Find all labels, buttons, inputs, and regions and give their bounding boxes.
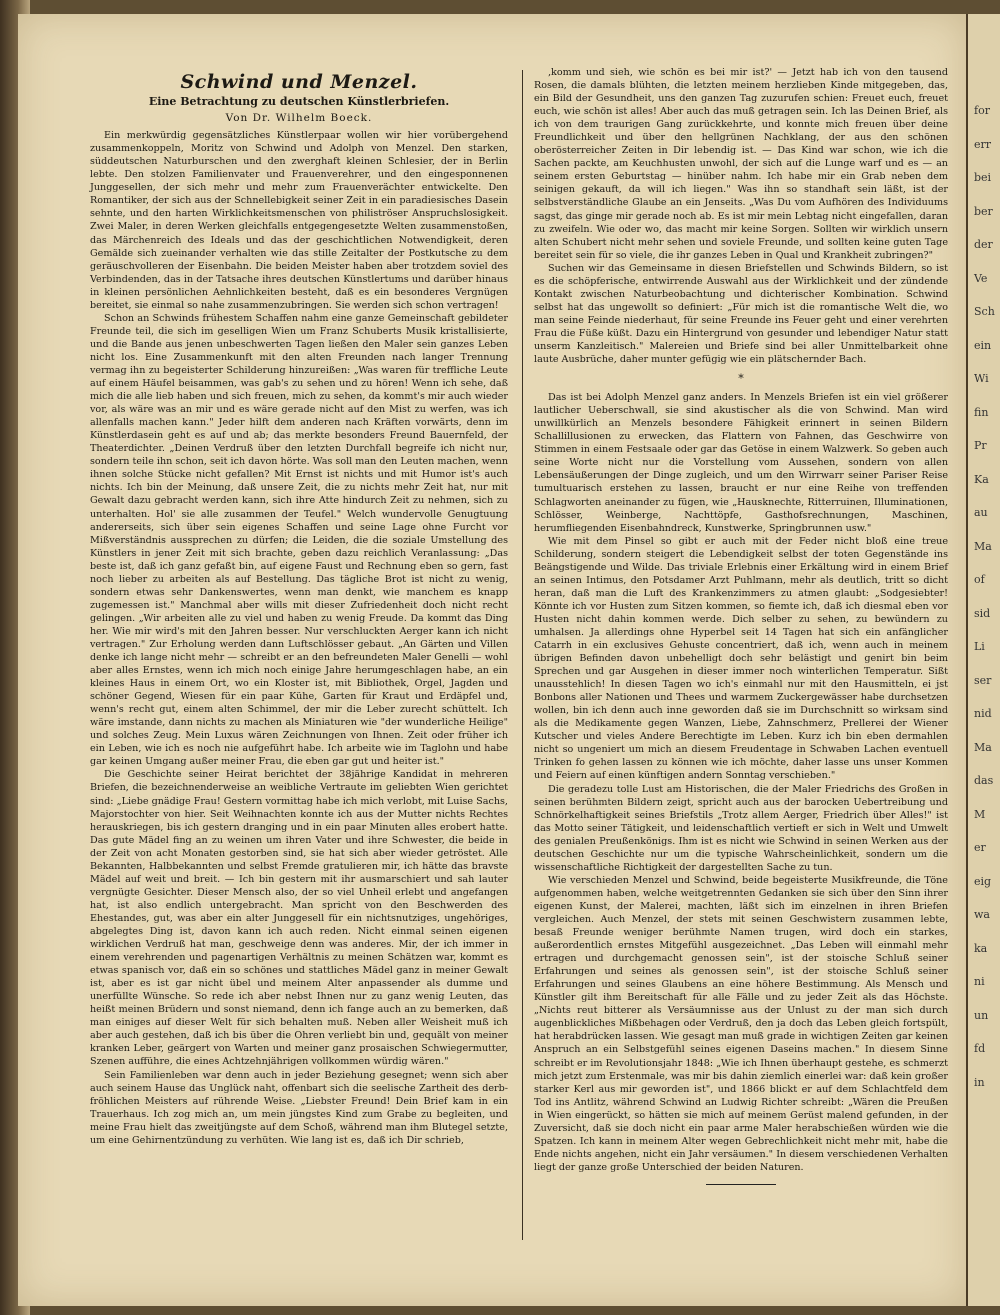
article-subtitle: Eine Betrachtung zu deutschen Künstlerbriefen.	[148, 95, 450, 109]
adjacent-page-text-fragment: ser	[974, 673, 992, 687]
paragraph: Wie verschieden Menzel und Schwind, beide begeisterte Musikfreunde, die Töne aufgenommen haben, welche weitgetrennten Gedanken sie sich über den Sinn ihrer eigenen Kunst, der Malerei, machten, läßt sich im einzelnen in ihren Briefen vergleichen. Auch Menzel, der stets mit seinen Geschwistern zusammen lebte, besaß Freunde weniger berühmte Namen trugen, wird doch ein starkes, außerordentlich ernstes Mitgefühl ausgezeichnet. „Das Leben will einmahl mehr ertragen und durchgemacht genossen sein", ist der stoische Schluß seiner Erfahrungen und seines als genossen sein", ist der stoische Schluß seiner Erfahrungen und seines Glaubens an eine höhere Bestimmung. Als Mensch und Künstler gilt ihm Bereitschaft für alle Fälle und zu jeder Zeit als das Höchste. „Nichts reut bitterer als Versäumnisse aus der Unlust zu der man sich durch augenblickliches Mißbehagen oder Verdruß, den ja doch das Leben gleich fortspült, hat herabdrücken lassen. Wie gesagt man muß grade in wichtigen Zeiten gar keinen Anspruch an ein Selbstgefühl seines eigenen Daseins machen." In diesem Sinne schreibt er im Revolutionsjahr 1848: „Wie ich Ihnen überhaupt gestehe, es schmerzt mich jetzt zum Erstenmale, was mir bis dahin ziemlich einerlei war: daß kein großer starker Kerl aus mir geworden ist", und 1866 blickt er auf dem Schlachtfeld dem Tod ins Antlitz, während Schwind an Ludwig Richter schreibt: „Wären die Preußen in Wien eingerückt, so hätten sie mich auf meinem Gerüst malend gefunden, in der Zuversicht, daß sie doch nicht ein paar arme Maler herabschießen würden wie die Spatzen. Ich kann in meinem Alter wegen Gebrechlichkeit nicht mehr mit, habe die Ende nichts angehen, nicht ein Jahr versäumen." In diesem verschiedenen Verhalten liegt der ganze große Unterschied der beiden Naturen.	[534, 874, 948, 1173]
adjacent-page-text-fragment: bei	[974, 171, 992, 184]
paragraph: Das ist bei Adolph Menzel ganz anders. In Menzels Briefen ist ein viel größerer lautlicher Ueberschwall, sie sind akustischer als die von Schwind. Man wird unwillkürlich an Menzels besondere Fähigkeit erinnert in seinen Bildern Schallillusionen zu erwecken, das Flattern von Fahnen, das Geschwirre von Stimmen in einem Festsaale oder gar das Getöse in einem Walzwerk. So geben auch seine Worte nicht nur die Vorstellung vom Aussehen, sondern von allen Lebensäußerungen der Dinge zugleich, und um den Wirrwarr seiner Pariser Reise tumultuarisch erstehen zu lassen, braucht er nur eine Reihe von treffenden Schlagworten aneinander zu fügen, wie „Hausknechte, Ritterruinen, Illuminationen, Schlösser, Weinberge, Nachttöpfe, Gasthofsrechnungen, Maschinen, herumfliegenden Eisenbahndreck, Kunstwerke, Springbrunnen usw."	[534, 392, 948, 534]
adjacent-page-text-fragment: in	[974, 1075, 985, 1089]
paragraph: ‚komm und sieh, wie schön es bei mir ist?' — Jetzt hab ich von den tausend Rosen, die damals blühten, die letzten meinem herzlieben Kinde mitgegeben, das, ein Bild der Gesundheit, uns den ganzen Tag zuzurufen schien: Freuet euch, freuet euch, wie schön ist alles! Aber auch das muß getragen sein. Ich las Deinen Brief, als ich von dem traurigen Gang zurückkehrte, und konnte mich freuen über deine Freundlichkeit und über den hellgrünen Nachklang, der aus den schönen oberösterreicher Zeiten in Dir lebendig ist. — Das Kind war schon, wie ich die Sachen packte, am Keuchhusten unwohl, der sich auf die Lunge warf und es — an seinem ersten Geburtstag — hinüber nahm. Ich habe mir ein Grab neben dem seinigen gekauft, da will ich liegen." Was ihn so standhaft sein läßt, ist der selbstverständliche Glaube an ein Jenseits. „Was Du vom Aufhören des Individuums sagst, das ginge mir gerade noch ab. Es ist mir mein Lebtag nicht eingefallen, daran zu zweifeln. Wie oder wo, das macht mir keine Sorgen. Sollten wir wirklich unsern alten Schubert nicht mehr sehen und soviele Freunde, und sollten keine guten Tage bereitet sein für so viele, die ihr ganzes Leben in Qual und Krankheit zubringen?"	[534, 67, 948, 261]
paragraph: Suchen wir das Gemeinsame in diesen Briefstellen und Schwinds Bildern, so ist es die schöpferische, entwirrende Auswahl aus der Wirklichkeit und der zündende Kontakt zwischen Naturbeobachtung und dichterischer Kombination. Schwind selbst hat das ungewollt so definiert: „Für mich ist die romantische Welt die, wo man seine Feinde niederhaut, für seine Freunde ins Feuer geht und einer verehrten Frau die Füße küßt. Dazu ein Hintergrund von gesunder und lebendiger Natur statt unserm Kanzleitisch." Malereien und Briefe sind bei aller Unmittelbarkeit ohne laute Ausbrüche, daher munter gefügig wie ein plätschernder Bach.	[534, 262, 948, 366]
right-column	[534, 66, 948, 1185]
article-author: Von Dr. Wilhelm Boeck.	[225, 112, 373, 125]
adjacent-page-text-fragment: ni	[974, 975, 985, 988]
adjacent-page-text-fragment: for	[974, 104, 990, 117]
adjacent-page-text-fragment: Ma	[974, 740, 992, 754]
adjacent-page-text-fragment: M	[974, 807, 986, 821]
paragraph: Wie mit dem Pinsel so gibt er auch mit der Feder nicht bloß eine treue Schilderung, sondern steigert die Lebendigkeit selbst der toten Gegenstände ins Beängstigende und Wilde. Das triviale Erlebnis einer Erkältung wird in einem Brief an seinen Intimus, den Potsdamer Arzt Puhlmann, mehr als deutlich, tritt so dicht heran, daß man die Luft des Krankenzimmers zu atmen glaubt: „Sodgesiebter! Könnte ich vor Husten zum Sitzen kommen, so fiemte ich, daß ich diesmal eben vor Husten nicht dahin kommen werde. Dich selber zu sehen, zu bewündern zu umhalsen. Ja allerdings ohne Hyperbel seit 14 Tagen hat sich ein anfänglicher Catarrh in ein exclusives Gehuste concentriert, daß ich, wenn auch in meinem übrigen Befinden davon unbehelligt doch sehr belästigt und genirt bin beim Sprechen und gar Ausgehen in dieser immer noch winterlichen Temperatur. Sißt unausstehlich! In diesen Tagen wo ich's einmahl nur mit den Hausmitteln, ei jst Bonbons aller Nationen und Thees und warmem Zuckergewässer habe durchsetzen wollen, bin ich denn auch inne geworden daß sie im Durchschnitt so wirksam sind als die Medikamente gegen Wanzen, Liebe, Zahnschmerz, Prellerei der Wiener Kutscher und vieles Andere Berechtigte im Leben. Kurz ich bin eben dermahlen nicht so ungeniert um mich an diesem Freudentage in Schwaben Lachen eventuell Trinken fo gehen lassen zu können wie ich möchte, daher lasse uns unser Kommen und Feiern auf einen künftigen andern Sonntag verschieben."	[534, 535, 948, 782]
adjacent-page-text-fragment: nid	[974, 707, 992, 720]
adjacent-page-text-fragment: sid	[974, 606, 991, 620]
adjacent-page-text-fragment: Pr	[974, 439, 987, 452]
adjacent-page-text-fragment: Ve	[974, 271, 988, 285]
adjacent-page-text-fragment: ber	[974, 204, 993, 218]
adjacent-page-text-fragment: das	[974, 774, 994, 787]
adjacent-page-text-fragment: ka	[974, 941, 988, 955]
adjacent-page-text-fragment: wa	[974, 908, 990, 921]
article-end-rule	[706, 1184, 776, 1185]
adjacent-page-text-fragment: er	[974, 841, 986, 854]
adjacent-page-text-fragment: Sch	[974, 305, 995, 318]
adjacent-page-text-fragment: Li	[974, 640, 985, 653]
paragraph: Die Geschichte seiner Heirat berichtet der 38jährige Kandidat in mehreren Briefen, die bezeichnenderweise an weibliche Vertraute im geliebten Wien gerichtet sind: „Liebe gnädige Frau! Gestern vormittag habe ich mich verlobt, mit Luise Sachs, Majorstochter von hier. Seit Weihnachten konnte ich aus der Mutter nichts Rechtes herauskriegen, bis ich gestern dranging und in ein paar Minuten alles erobert hatte. Das gute Mädel fing an zu weinen um ihren Vater und ihre Schwester, die beide in der Zeit von acht Monaten gestorben sind, sie hat sich aber wieder getröstet. Alle Bekannten, Halbbekannten und selbst Fremde gratulieren mir, ich hätte das bravste Mädel auf weit und breit. — Ich bin gestern mit ihr ausmarschiert und sah lauter vergnügte Gesichter. Dieser Mensch also, der so viel Unheil erlebt und angefangen hat, ist also endlich untergebracht. Man spricht von den Beschwerden des Ehestandes, gut, was aber ein alter Junggesell für ein nichtsnutziges, ungehöriges, abgelegtes Ding ist, davon kann ich auch reden. Nicht einmal seinen eigenen wirklichen Verdruß hat man, geschweige denn was anderes. Mir, der ich immer in einem verehrenden und pagenartigen Verhältnis zu meinen Schätzen war, kommt es etwas spanisch vor, daß ein so schönes und stattliches Mädel ganz in meiner Gewalt ist, aber es ist gar nicht übel und meinem Alter anpassender als dumme und unerfüllte Wünsche. So rede ich aber nebst Ihnen nur zu ganz wenig Leuten, das heißt meinen Brüdern und sonst niemand, denn ich fange auch an zu bemerken, daß man einiges auf dieser Welt für sich behalten muß. Neben aller Weisheit muß ich aber auch gestehen, daß ich bis über die Ohren verliebt bin und, gequält von meiner kranken Leber, geärgert von Warten und meiner ganz prosaischen Schwiegermutter, Szenen aufführe, die eines Achtzehnjährigen vollkommen würdig wären."	[90, 769, 508, 1068]
adjacent-page-text-fragment: au	[974, 506, 988, 519]
section-divider: *	[738, 372, 744, 386]
adjacent-page-text-fragment: err	[974, 137, 992, 151]
adjacent-page-text-fragment: of	[974, 573, 985, 586]
adjacent-page-text-fragment: ein	[974, 338, 992, 352]
adjacent-page-edge	[966, 14, 1000, 1306]
paragraph: Sein Familienleben war denn auch in jeder Beziehung gesegnet; wenn sich aber auch seinem Hause das Unglück naht, offenbart sich die seelische Zartheit des derb-fröhlichen Meisters auf rührende Weise. „Liebster Freund! Dein Brief kam in ein Trauerhaus. Ich zog mich an, um mein jüngstes Kind zum Grabe zu begleiten, und meine Frau hielt das zweitjüngste auf dem Schoß, während man ihm Blutegel setzte, um eine Gehirnentzündung zu verhüten. Wie lang ist es, daß ich Dir schrieb,	[90, 1069, 508, 1146]
adjacent-page-text-fragment: fd	[974, 1042, 986, 1055]
left-column	[90, 58, 508, 1147]
paragraph: Ein merkwürdig gegensätzliches Künstlerpaar wollen wir hier vorübergehend zusammenkoppeln, Moritz von Schwind und Adolph von Menzel. Den starken, süddeutschen Naturburschen und den zwerghaft kleinen Schlesier, der in Berlin lebte. Den stolzen Familienvater und Frauenverehrer, und den eingesponnenen Junggesellen, der sich mehr und mehr zum Frauenverächter entwickelte. Den Romantiker, der sich aus der Schnellebigkeit seiner Zeit in ein paradiesisches Dasein sehnte, und den harten Wirklichkeitsmenschen von philiströser Anspruchslosigkeit. Zwei Maler, in deren Werken gleichfalls entgegengesetzte Welten zusammenstoßen, das Märchenreich des Ideals und das der geschichtlichen Notwendigkeit, deren Gemälde sich zueinander verhalten wie das stille Zeitalter der Postkutsche zu dem geräuschvolleren der Eisenbahn. Die beiden Meister haben aber trotzdem soviel des Verbindenden, das in der Tatsache ihres deutschen Künstlertums und darüber hinaus in kleinen persönlichen Aehnlichkeiten besteht, daß es ein besonderes Vergnügen bereitet, sie einmal so nahe zusammenzubringen. Sie werden sich schon vertragen!	[90, 130, 508, 311]
column-divider	[522, 70, 523, 1240]
paragraph: Die geradezu tolle Lust am Historischen, die der Maler Friedrichs des Großen in seinen berühmten Bildern zeigt, spricht auch aus der barocken Uebertreibung und Schnörkelhaftigkeit seines Briefstils „Trotz allem Aerger, Friedrich über Alles!" ist das Motto seiner Tätigkeit, und leidenschaftlich vertieft er sich in Welt und Umwelt des genialen Preußenkönigs. Ihm ist es nicht wie Schwind in seinen Werken aus der deutschen Geschichte nur um die typische Wahrscheinlichkeit, sondern um die wissenschaftliche Richtigkeit der dargestellten Sache zu tun.	[534, 783, 948, 873]
article-title: Schwind und Menzel.	[180, 71, 418, 93]
adjacent-page-text-fragment: un	[974, 1008, 989, 1022]
paragraph: Schon an Schwinds frühestem Schaffen nahm eine ganze Gemeinschaft gebildeter Freunde teil, die sich im geselligen Wien um Franz Schuberts Musik kristallisierte, und die Bande aus jenen unbeschwerten Tagen ließen den Maler sein ganzes Leben nicht los. Eine Zusammenkunft mit den alten Freunden nach langer Trennung vermag ihn zu begeisterter Schilderung hinzureißen: „Was waren für treffliche Leute auf einem Häufel beisammen, was gab's zu sehen und zu hören! Wenn ich sehe, daß mich die alle lieb haben und sich freuen, mich zu sehen, da kommt's mir auch wieder vor, als wäre was an mir und es wäre gerade nicht auf den Mist zu werfen, was ich allenfalls machen kann." Jeder hilft dem anderen nach Kräften vorwärts, denn im Künstlerdasein geht es auf und ab; das merkte besonders Freund Bauernfeld, der Theaterdichter. „Deinen Verdruß über den letzten Durchfall begreife ich nicht nur, sondern teile ihn schon, seit ich davon hörte. Was soll man den Leuten machen, wenn ihnen solche Stücke nicht gefallen? Mit Ernst ist nichts und mit Humor ist's auch nichts. Ich bin der Meinung, daß unsere Zeit, die zu nichts mehr Zeit hat, nur mit Gewalt dazu gebracht werden kann, sich ihre Atte hindurch Zeit zu nehmen, sich zu unterhalten. Hol' sie alle zusammen der Teufel." Welch wundervolle Genugtuung andererseits, sich über sein eigenes Schaffen und seine Lage ohne Furcht vor Mißverständnis aussprechen zu dürfen; die Leiden, die die soziale Umstellung des Künstlers in jener Zeit mit sich brachte, geben dazu reichlich Veranlassung: „Das beste ist, daß ich ganz gefaßt bin, auf eigene Faust und Rechnung eben so gern, fast noch lieber zu arbeiten als auf Bestellung. Das tägliche Brot ist nicht zu wenig, sondern etwas sehr Dankenswertes, wenn man denkt, wie manchem es knapp zugemessen ist." Manchmal aber wills mit dieser Zufriedenheit doch nicht recht gelingen. „Wir arbeiten alle zu viel und haben zu wenig Freude. Da kommt das Ding her. Wie mir wird's mit den Jahren besser. Nur verschluckten Aerger kann ich nicht vertragen." Zur Erholung werden dann Luftschlösser gebaut. „An Gärten und Villen denke ich lange nicht mehr — schreibt er an den befreundeten Maler Genelli — wohl aber alles Ernstes, wenn ich mich noch einige Jahre herumgeschlagen habe, an ein kleines Haus in einem Ort, wo ein Kloster ist, mit Bibliothek, Orgel, Jagden und schöner Gegend, Wiesen für ein paar Kühe, Garten für Kraut und Erdäpfel und, wenn's recht gut, einem alten Schimmel, der mir die Leber zurecht schüttelt. Ich wäre imstande, dann nichts zu machen als Miniaturen wie "der wunderliche Heilige" und solches Zeug. Mein Luxus wären Zeichnungen von Ihnen. Zeit oder früher ich ein Leben, wie ich es noch nie aufgeführt habe. Ich arbeite wie im Taglohn und habe gar keinen Umgang außer meiner Frau, die eben gar gut und heiter ist."	[90, 312, 508, 768]
adjacent-page-text-fragment: der	[974, 238, 993, 251]
adjacent-page-text-fragment: Ma	[974, 539, 992, 553]
adjacent-page-text-fragment: fin	[974, 405, 989, 419]
adjacent-page-text-fragment: eig	[974, 874, 992, 888]
adjacent-page-text-fragment: Wi	[974, 372, 989, 385]
adjacent-page-text-fragment: Ka	[974, 472, 989, 486]
